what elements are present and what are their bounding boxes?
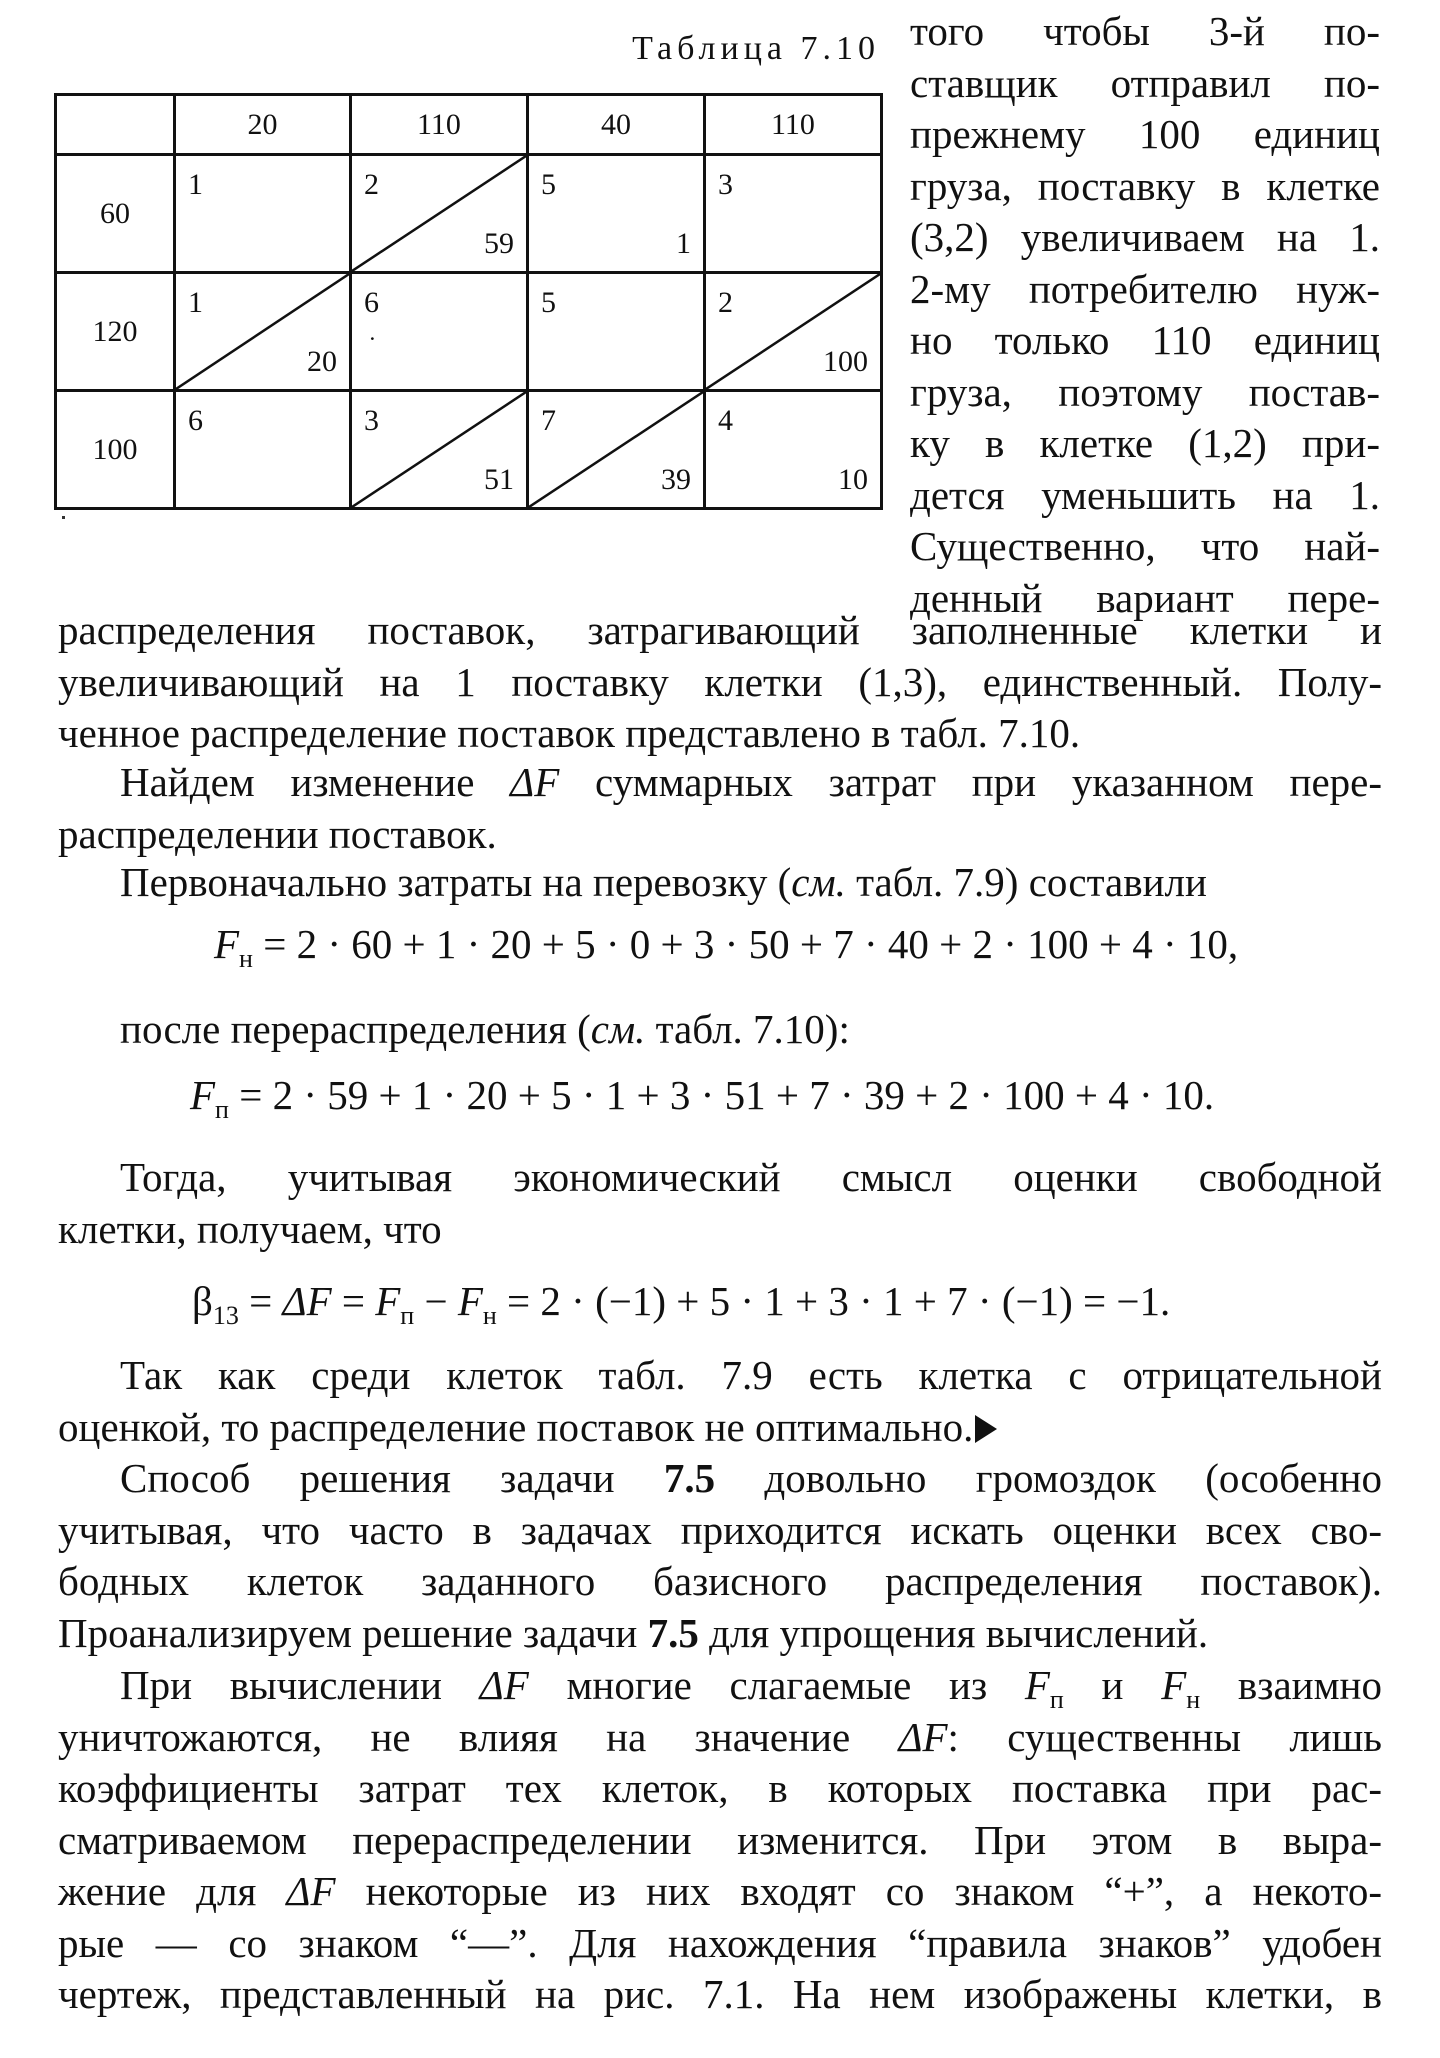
text-line: Проанализируем решение задачи 7.5 для упрощения вычислений.: [58, 1609, 1209, 1656]
cell-cost: 6: [188, 404, 203, 437]
side-column-text: [910, 6, 1380, 624]
table-cell: [705, 391, 882, 509]
text-line: чертеж, представленный на рис. 7.1. На нем изображены клетки, в: [58, 1971, 1382, 2017]
side-line: (3,2) увеличиваем на 1.: [910, 214, 1380, 260]
text-line: Первоначально затраты на перевозку (см. табл. 7.9) составили: [120, 859, 1207, 905]
table-row: [56, 155, 882, 273]
paragraph-then: [58, 1152, 1382, 1255]
text-line: учитывая, что часто в задачах приходится искать оценки всех сво-: [58, 1506, 1382, 1553]
formula-initial: $F_н = 2 \cdot 60 + 1 \cdot 20 + 5 \cdot 0 + 3 \cdot 50 + 7 \cdot 40 + 2 \cdot 100 + 4 \cdot 10$,: [214, 921, 1239, 974]
paragraph-initial-cost: [58, 857, 1382, 909]
side-line: прежнему 100 единиц: [910, 111, 1380, 157]
side-line: денный вариант пере-: [910, 574, 1380, 621]
header-demand-4: 110: [705, 95, 882, 155]
cell-flow: 20: [307, 345, 337, 378]
supply-cell: 120: [56, 273, 175, 391]
delta-f-symbol: ΔF: [510, 759, 560, 805]
table-header-row: [56, 95, 882, 155]
table-cell: [528, 155, 705, 273]
table-cell: [528, 273, 705, 391]
side-line: того чтобы 3-й по-: [910, 8, 1380, 54]
side-line: Существенно, что най-: [910, 523, 1380, 569]
header-demand-1: 20: [175, 95, 351, 155]
supply-cell: 60: [56, 155, 175, 273]
cell-cost: 1: [188, 168, 203, 201]
cell-cost: 2: [364, 168, 379, 201]
text-line: жение для ΔF некоторые из них входят со знаком “+”, а некото-: [58, 1868, 1383, 1914]
table-cell: [175, 391, 351, 509]
side-line: ставщик отправил по-: [910, 59, 1380, 106]
table-cell: [351, 273, 528, 391]
table-cell: [175, 155, 351, 273]
table-cell: [351, 155, 528, 273]
text-line: после перераспределения (см. табл. 7.10):: [120, 1006, 850, 1052]
paragraph-method: [58, 1453, 1382, 1659]
cell-cost: 3: [718, 168, 733, 201]
text-line: Тогда, учитывая экономический смысл оценки свободной: [120, 1154, 1382, 1200]
side-line: груза, поставку в клетке: [910, 162, 1380, 209]
table-row: [56, 391, 882, 509]
paragraph-delta-f: [58, 757, 1382, 860]
cell-cost: 5: [541, 286, 556, 319]
cell-cost: 2: [718, 286, 733, 319]
supply-cell: 100: [56, 391, 175, 509]
text-line: распределения поставок, затрагивающий заполненные клетки и: [58, 607, 1382, 653]
transport-table: [54, 93, 883, 510]
text-line: распределении поставок.: [58, 810, 497, 857]
text-line: уничтожаются, не влияя на значение ΔF: существенны лишь: [58, 1713, 1382, 1760]
table-caption: Таблица 7.10: [632, 30, 880, 67]
table-cell: [528, 391, 705, 509]
end-of-proof-triangle-icon: [975, 1415, 997, 1443]
cell-flow: 59: [484, 227, 514, 260]
paragraph-not-optimal: [58, 1350, 1382, 1453]
cell-flow: 1: [676, 227, 691, 260]
cell-flow: 39: [661, 463, 691, 496]
formula-after: $F_п = 2 \cdot 59 + 1 \cdot 20 + 5 \cdot 1 + 3 \cdot 51 + 7 \cdot 39 + 2 \cdot 100 + 4 \cdot 10$.: [190, 1072, 1215, 1125]
cell-cost: 5: [541, 168, 556, 201]
cell-flow: 10: [838, 463, 868, 496]
cell-flow: 100: [823, 345, 868, 378]
table-cell: [351, 391, 528, 509]
header-demand-3: 40: [528, 95, 705, 155]
header-corner-cell: [56, 95, 175, 155]
side-line: груза, поэтому постав-: [910, 368, 1380, 415]
cell-cost: 4: [718, 404, 733, 437]
paragraph-after: [58, 1004, 1382, 1056]
text-line: оценкой, то распределение поставок не оптимально.: [58, 1402, 1382, 1454]
text-line: рые — со знаком “—”. Для нахождения “правила знаков” удобен: [58, 1919, 1382, 1966]
text-line: увеличивающий на 1 поставку клетки (1,3), единственный. Полу-: [58, 658, 1382, 705]
text-line: коэффициенты затрат тех клеток, в которых поставка при рас-: [58, 1765, 1382, 1811]
text-line: сматриваемом перераспределении изменится. При этом в выра-: [58, 1816, 1382, 1863]
cell-flow: 51: [484, 463, 514, 496]
stray-dot: [62, 516, 65, 519]
text-line: Способ решения задачи 7.5 довольно громоздок (особенно: [120, 1455, 1382, 1501]
text-line: Найдем изменение ΔF суммарных затрат при указанном пере-: [120, 759, 1382, 805]
table-row: [56, 273, 882, 391]
table-cell: [175, 273, 351, 391]
side-line: 2-му потребителю нуж-: [910, 265, 1380, 312]
text-line: При вычислении ΔF многие слагаемые из $F_п$ и $F_н$ взаимно: [120, 1662, 1382, 1715]
cell-cost: 3: [364, 404, 379, 437]
cell-cost: 1: [188, 286, 203, 319]
cell-dot-mark: ˙: [368, 332, 377, 361]
paragraph-redistribution: [58, 605, 1382, 760]
cell-cost: 7: [541, 404, 556, 437]
side-line: дется уменьшить на 1.: [910, 471, 1380, 518]
cell-cost: 6: [364, 286, 379, 319]
table-cell: [705, 273, 882, 391]
text-line: Так как среди клеток табл. 7.9 есть клетка с отрицательной: [120, 1352, 1382, 1398]
formula-beta: $\beta_{13} = \Delta F = F_п - F_н = 2 \cdot (-1) + 5 \cdot 1 + 3 \cdot 1 + 7 \cdot (-1) = -1$.: [192, 1278, 1171, 1331]
table-cell: [705, 155, 882, 273]
text-line: клетки, получаем, что: [58, 1205, 442, 1252]
side-line: но только 110 единиц: [910, 317, 1380, 363]
text-line: бодных клеток заданного базисного распределения поставок).: [58, 1558, 1382, 1604]
side-line: ку в клетке (1,2) при-: [910, 420, 1380, 466]
paragraph-calc: [58, 1660, 1382, 2021]
header-demand-2: 110: [351, 95, 528, 155]
text-line: ченное распределение поставок представлено в табл. 7.10.: [58, 710, 1081, 756]
